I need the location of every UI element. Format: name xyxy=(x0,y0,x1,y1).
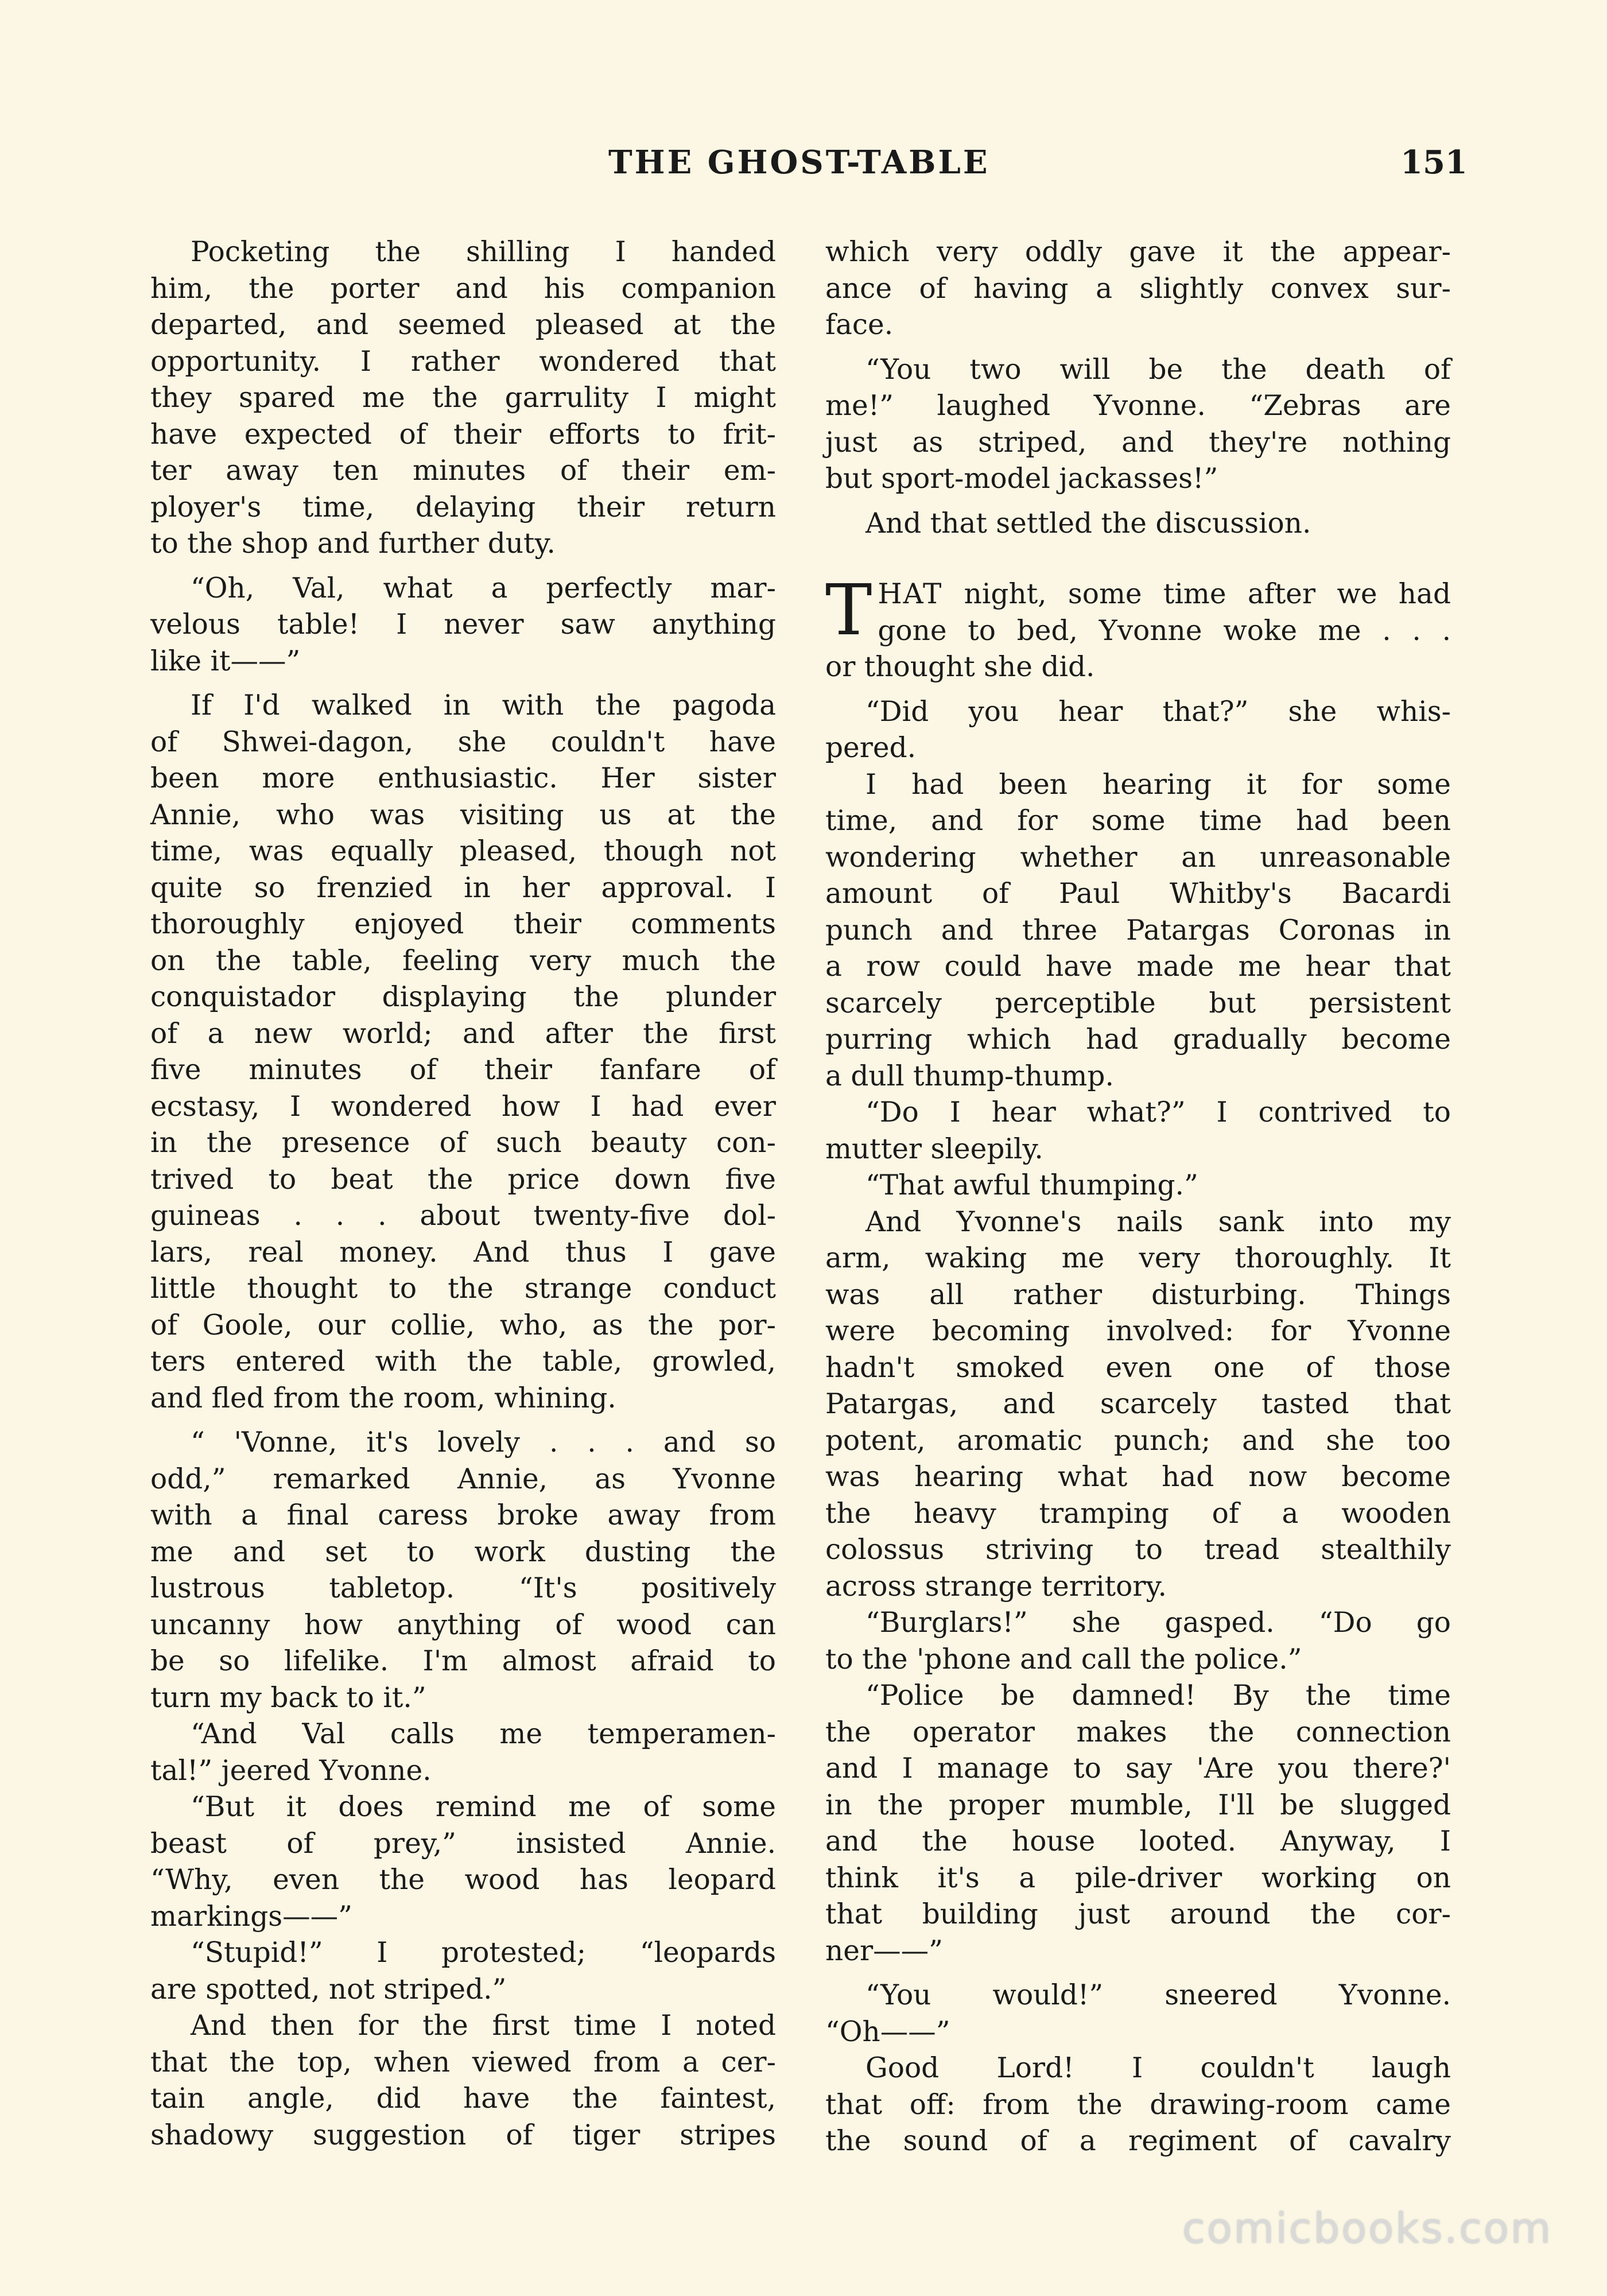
text-line: thoroughly enjoyed their comments xyxy=(150,908,776,940)
text-line: that the top, when viewed from a cer- xyxy=(150,2046,776,2078)
text-line: and fled from the room, whining. xyxy=(150,1382,616,1414)
running-header-title: THE GHOST-TABLE xyxy=(608,144,990,181)
text-line: “That awful thumping.” xyxy=(865,1169,1198,1201)
text-line: five minutes of their fanfare of xyxy=(150,1054,776,1086)
text-line: odd,” remarked Annie, as Yvonne xyxy=(150,1463,776,1495)
right-column-top-text xyxy=(825,234,1451,542)
text-line: which very oddly gave it the appear- xyxy=(825,236,1451,268)
text-line: “Burglars!” she gasped. “Do go xyxy=(865,1607,1451,1639)
text-line: quite so frenzied in her approval. I xyxy=(150,871,776,904)
text-line: of Shwei-dagon, she couldn't have xyxy=(150,726,776,758)
text-line: beast of prey,” insisted Annie. xyxy=(150,1827,776,1860)
dropcap-first-line-rest: night, some time after we had xyxy=(942,578,1451,610)
text-line: ance of having a slightly convex sur- xyxy=(825,272,1451,305)
text-line: velous table! I never saw anything xyxy=(150,608,776,641)
text-line: pered. xyxy=(825,732,917,764)
text-line: ter away ten minutes of their em- xyxy=(150,455,776,487)
dropcap-second-line: gone to bed, Yvonne woke me . . . xyxy=(878,614,1451,647)
text-line: me!” laughed Yvonne. “Zebras are xyxy=(825,390,1451,422)
text-line: to the 'phone and call the police.” xyxy=(825,1643,1302,1676)
watermark-text: comicbooks.com xyxy=(1182,2204,1553,2252)
text-line: Good Lord! I couldn't laugh xyxy=(865,2052,1451,2084)
text-line: and the house looted. Anyway, I xyxy=(825,1825,1451,1857)
text-line: was hearing what had now become xyxy=(825,1461,1451,1493)
text-line: on the table, feeling very much the xyxy=(150,944,776,977)
text-line: conquistador displaying the plunder xyxy=(150,981,776,1013)
text-line: across strange territory. xyxy=(825,1570,1167,1603)
text-line: “You two will be the death of xyxy=(865,353,1451,386)
text-line: was all rather disturbing. Things xyxy=(825,1278,1451,1311)
text-line: I had been hearing it for some xyxy=(865,768,1451,801)
text-line: tain angle, did have the faintest, xyxy=(150,2082,776,2115)
text-line: markings——” xyxy=(150,1900,352,1933)
text-line: tal!” jeered Yvonne. xyxy=(150,1754,432,1787)
text-line: turn my back to it.” xyxy=(150,1681,426,1714)
text-line: but sport-model jackasses!” xyxy=(825,463,1218,495)
text-line: the operator makes the connection xyxy=(825,1716,1451,1748)
text-line: shadowy suggestion of tiger stripes xyxy=(150,2119,776,2151)
text-line: think it's a pile-driver working on xyxy=(825,1861,1451,1894)
text-line: me and set to work dusting the xyxy=(150,1535,776,1568)
text-line: Pocketing the shilling I handed xyxy=(191,236,776,268)
text-line: in the presence of such beauty con- xyxy=(150,1127,776,1159)
text-line: colossus striving to tread stealthily xyxy=(825,1534,1451,1566)
text-line: uncanny how anything of wood can xyxy=(150,1608,776,1641)
text-line: time, and for some time had been xyxy=(825,805,1451,837)
text-line: Annie, who was visiting us at the xyxy=(150,798,776,831)
text-line: that off: from the drawing-room came xyxy=(825,2088,1451,2121)
text-line: they spared me the garrulity I might xyxy=(150,382,776,414)
text-line: mutter sleepily. xyxy=(825,1133,1043,1165)
text-line: him, the porter and his companion xyxy=(150,272,776,305)
text-line: be so lifelike. I'm almost afraid to xyxy=(150,1645,776,1677)
text-line: “And Val calls me temperamen- xyxy=(191,1718,776,1750)
text-line: punch and three Patargas Coronas in xyxy=(825,914,1451,947)
left-text-column xyxy=(150,234,776,2154)
text-line: If I'd walked in with the pagoda xyxy=(191,689,776,722)
text-line: the sound of a regiment of cavalry xyxy=(825,2125,1451,2157)
text-line: hadn't smoked even one of those xyxy=(825,1351,1451,1384)
text-line: And then for the first time I noted xyxy=(191,2010,776,2042)
text-line: wondering whether an unreasonable xyxy=(825,841,1451,874)
text-line: lustrous tabletop. “It's positively xyxy=(150,1572,776,1604)
text-line: time, was equally pleased, though not xyxy=(150,835,776,867)
text-line: “Stupid!” I protested; “leopards xyxy=(191,1937,776,1969)
text-line: arm, waking me very thoroughly. It xyxy=(825,1242,1451,1274)
text-line: opportunity. I rather wondered that xyxy=(150,345,776,378)
text-line: the heavy tramping of a wooden xyxy=(825,1497,1451,1530)
dropcap-smallcaps: HAT xyxy=(878,578,943,610)
text-line: potent, aromatic punch; and she too xyxy=(825,1424,1451,1457)
text-line: little thought to the strange conduct xyxy=(150,1273,776,1305)
text-line: And Yvonne's nails sank into my xyxy=(865,1205,1451,1238)
text-line: ployer's time, delaying their return xyxy=(150,491,776,523)
text-line: and I manage to say 'Are you there?' xyxy=(825,1752,1451,1785)
text-line: of a new world; and after the first xyxy=(150,1017,776,1050)
text-line: are spotted, not striped.” xyxy=(150,1973,507,2006)
text-line: a dull thump-thump. xyxy=(825,1060,1114,1092)
text-line: departed, and seemed pleased at the xyxy=(150,309,776,341)
text-line: that building just around the cor- xyxy=(825,1898,1451,1930)
drop-cap-letter: T xyxy=(825,569,872,651)
text-line: “Oh, Val, what a perfectly mar- xyxy=(191,572,776,604)
section-break-paragraph xyxy=(825,569,1451,651)
text-line: have expected of their efforts to frit- xyxy=(150,418,776,451)
text-line: been more enthusiastic. Her sister xyxy=(150,762,776,794)
text-line: “Do I hear what?” I contrived to xyxy=(865,1096,1451,1128)
text-line: a row could have made me hear that xyxy=(825,951,1451,983)
right-text-column xyxy=(825,234,1451,2160)
text-line: And that settled the discussion. xyxy=(865,507,1311,540)
text-line: amount of Paul Whitby's Bacardi xyxy=(825,878,1451,910)
text-line: ters entered with the table, growled, xyxy=(150,1345,776,1378)
page-number: 151 xyxy=(1400,144,1468,181)
text-line: or thought she did. xyxy=(825,651,1095,683)
text-line: “ 'Vonne, it's lovely . . . and so xyxy=(191,1426,776,1459)
text-line: “Oh——” xyxy=(825,2015,950,2048)
text-line: “You would!” sneered Yvonne. xyxy=(865,1979,1451,2011)
text-line: to the shop and further duty. xyxy=(150,528,556,560)
text-line: purring which had gradually become xyxy=(825,1023,1451,1056)
text-line: trived to beat the price down five xyxy=(150,1163,776,1196)
text-line: ecstasy, I wondered how I had ever xyxy=(150,1090,776,1123)
text-line: ner——” xyxy=(825,1934,943,1967)
text-line: lars, real money. And thus I gave xyxy=(150,1236,776,1269)
text-line: face. xyxy=(825,309,894,341)
text-line: of Goole, our collie, who, as the por- xyxy=(150,1309,776,1341)
text-line: “But it does remind me of some xyxy=(191,1791,776,1823)
text-line: like it——” xyxy=(150,645,301,677)
text-line: Patargas, and scarcely tasted that xyxy=(825,1388,1451,1420)
text-line: were becoming involved: for Yvonne xyxy=(825,1315,1451,1347)
text-line: “Police be damned! By the time xyxy=(865,1680,1451,1712)
text-line: in the proper mumble, I'll be slugged xyxy=(825,1789,1451,1821)
text-line: just as striped, and they're nothing xyxy=(825,426,1451,459)
text-line: scarcely perceptible but persistent xyxy=(825,987,1451,1019)
text-line: “Did you hear that?” she whis- xyxy=(865,695,1451,728)
text-line: “Why, even the wood has leopard xyxy=(150,1864,776,1896)
text-line: guineas . . . about twenty-five dol- xyxy=(150,1200,776,1232)
text-line: with a final caress broke away from xyxy=(150,1499,776,1531)
dropcap-first-line xyxy=(825,576,1451,613)
right-column-bottom-text xyxy=(825,649,1451,2160)
